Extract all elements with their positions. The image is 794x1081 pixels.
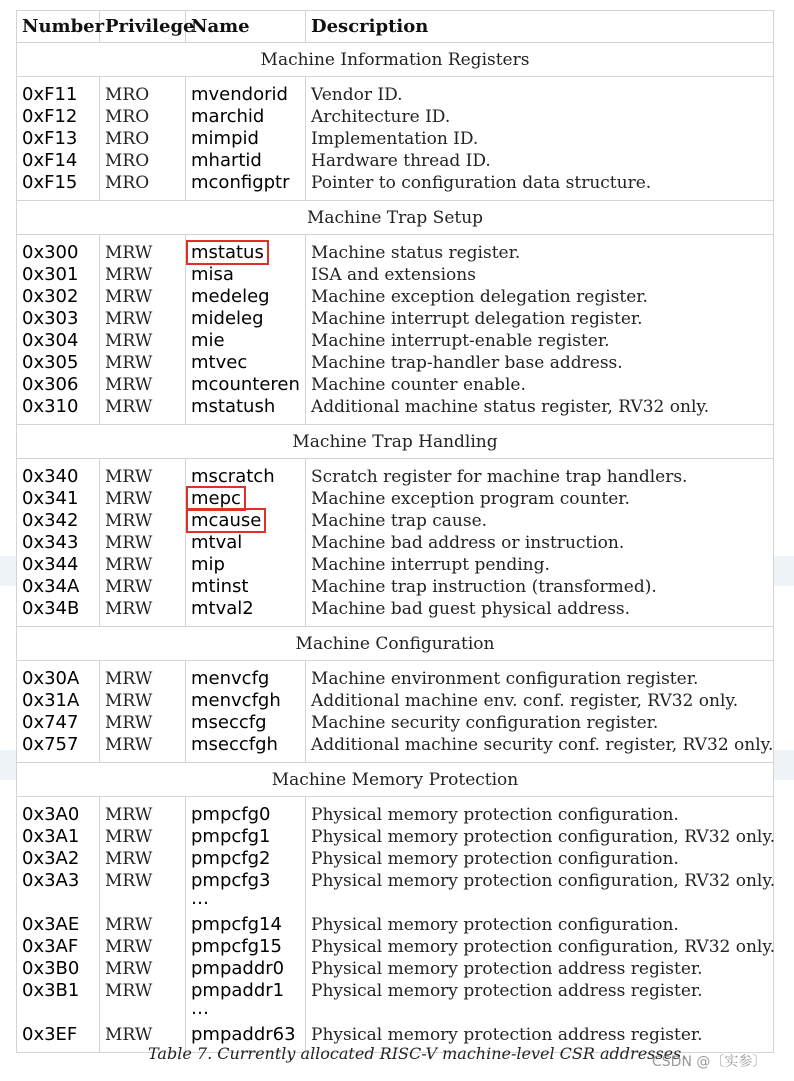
csr-privilege: MRO xyxy=(100,106,186,128)
csr-privilege: MRW xyxy=(100,804,186,826)
csr-description: Scratch register for machine trap handlers. xyxy=(306,466,774,488)
table-row xyxy=(17,308,774,330)
section-title: Machine Configuration xyxy=(17,627,774,661)
csr-name: menvcfgh xyxy=(186,690,306,712)
table-row xyxy=(17,668,774,690)
csr-number: 0x3AF xyxy=(17,936,100,958)
csr-name: marchid xyxy=(186,106,306,128)
csr-privilege: MRW xyxy=(100,466,186,488)
table-row xyxy=(17,396,774,418)
csr-privilege: MRO xyxy=(100,84,186,106)
csr-name: mtvec xyxy=(186,352,306,374)
csr-description: Machine trap-handler base address. xyxy=(306,352,774,374)
table-row xyxy=(17,172,774,194)
table-row xyxy=(17,554,774,576)
section-spacer xyxy=(17,661,774,669)
csr-number: 0x305 xyxy=(17,352,100,374)
csr-number: 0x30A xyxy=(17,668,100,690)
csr-privilege: MRO xyxy=(100,128,186,150)
csr-number: 0x302 xyxy=(17,286,100,308)
csr-privilege: MRW xyxy=(100,510,186,532)
csr-name: pmpcfg0 xyxy=(186,804,306,826)
table-row xyxy=(17,936,774,958)
table-row xyxy=(17,532,774,554)
csr-name xyxy=(186,488,306,510)
csr-privilege: MRW xyxy=(100,690,186,712)
table-row xyxy=(17,914,774,936)
csr-name xyxy=(186,242,306,264)
csr-number: 0x3B0 xyxy=(17,958,100,980)
csr-description: Machine trap cause. xyxy=(306,510,774,532)
csr-privilege: MRW xyxy=(100,826,186,848)
csr-description: Vendor ID. xyxy=(306,84,774,106)
section-spacer xyxy=(17,77,774,85)
csr-name: mcounteren xyxy=(186,374,306,396)
csr-name: pmpaddr1 xyxy=(186,980,306,1002)
csr-name: mvendorid xyxy=(186,84,306,106)
csr-number: 0x342 xyxy=(17,510,100,532)
csr-privilege: MRW xyxy=(100,576,186,598)
csr-number: 0x34B xyxy=(17,598,100,620)
table-row xyxy=(17,804,774,826)
table-row xyxy=(17,84,774,106)
csr-name: pmpcfg2 xyxy=(186,848,306,870)
csr-privilege: MRW xyxy=(100,488,186,510)
csr-number: 0x340 xyxy=(17,466,100,488)
table-row xyxy=(17,106,774,128)
table-row xyxy=(17,958,774,980)
csr-privilege: MRW xyxy=(100,352,186,374)
csr-name: pmpcfg1 xyxy=(186,826,306,848)
csr-name: mconfigptr xyxy=(186,172,306,194)
csr-number: 0x757 xyxy=(17,734,100,756)
csr-number: 0xF12 xyxy=(17,106,100,128)
csr-description: Machine interrupt delegation register. xyxy=(306,308,774,330)
csr-description: Machine interrupt pending. xyxy=(306,554,774,576)
csr-description: Physical memory protection configuration. xyxy=(306,848,774,870)
header-row xyxy=(17,11,774,43)
csr-number: 0xF14 xyxy=(17,150,100,172)
csr-description: Implementation ID. xyxy=(306,128,774,150)
section-header xyxy=(17,763,774,797)
section-title: Machine Memory Protection xyxy=(17,763,774,797)
csr-privilege: MRW xyxy=(100,264,186,286)
header-name: Name xyxy=(186,11,306,43)
csr-description: Physical memory protection configuration, RV32 only. xyxy=(306,870,774,892)
csr-number: 0x3A2 xyxy=(17,848,100,870)
csr-privilege: MRW xyxy=(100,848,186,870)
header-number: Number xyxy=(17,11,100,43)
csr-number: 0x3A3 xyxy=(17,870,100,892)
csr-name: misa xyxy=(186,264,306,286)
csr-number: 0x3EF xyxy=(17,1024,100,1046)
csr-description: Pointer to configuration data structure. xyxy=(306,172,774,194)
csr-privilege: MRW xyxy=(100,712,186,734)
csr-number: 0x304 xyxy=(17,330,100,352)
csr-name: mtval xyxy=(186,532,306,554)
csr-number: 0xF15 xyxy=(17,172,100,194)
table-row xyxy=(17,1024,774,1046)
csr-privilege: MRW xyxy=(100,396,186,418)
header-description: Description xyxy=(306,11,774,43)
table-row xyxy=(17,870,774,892)
section-title: Machine Trap Handling xyxy=(17,425,774,459)
table-row xyxy=(17,374,774,396)
csr-privilege: MRW xyxy=(100,936,186,958)
table-body xyxy=(17,43,774,1053)
table-row xyxy=(17,466,774,488)
table-row xyxy=(17,576,774,598)
csr-name: mseccfg xyxy=(186,712,306,734)
csr-number: 0xF13 xyxy=(17,128,100,150)
csr-number: 0x344 xyxy=(17,554,100,576)
csr-description: Additional machine status register, RV32 only. xyxy=(306,396,774,418)
csr-name: medeleg xyxy=(186,286,306,308)
csr-name: mseccfgh xyxy=(186,734,306,756)
csr-privilege: MRW xyxy=(100,1024,186,1046)
csr-number: 0x747 xyxy=(17,712,100,734)
table-row xyxy=(17,128,774,150)
csr-privilege: MRW xyxy=(100,532,186,554)
csr-name: mip xyxy=(186,554,306,576)
csr-description: Physical memory protection address register. xyxy=(306,958,774,980)
csr-description: Additional machine security conf. register, RV32 only. xyxy=(306,734,774,756)
csr-name: pmpaddr63 xyxy=(186,1024,306,1046)
csr-name: menvcfg xyxy=(186,668,306,690)
csr-description: Machine security configuration register. xyxy=(306,712,774,734)
csr-privilege: MRW xyxy=(100,286,186,308)
section-spacer xyxy=(17,235,774,243)
csr-description: Machine bad guest physical address. xyxy=(306,598,774,620)
csr-privilege: MRW xyxy=(100,598,186,620)
csr-privilege: MRW xyxy=(100,330,186,352)
ellipsis: … xyxy=(186,892,306,914)
table-caption: Table 7. Currently allocated RISC-V machine-level CSR addresses. xyxy=(148,1044,687,1063)
csr-name xyxy=(186,510,306,532)
csr-description: Machine counter enable. xyxy=(306,374,774,396)
csr-description: Machine environment configuration register. xyxy=(306,668,774,690)
section-header xyxy=(17,627,774,661)
csr-description: Architecture ID. xyxy=(306,106,774,128)
csr-name: pmpcfg3 xyxy=(186,870,306,892)
csr-description: Physical memory protection configuration. xyxy=(306,914,774,936)
csr-number: 0xF11 xyxy=(17,84,100,106)
table-row xyxy=(17,848,774,870)
csr-privilege: MRW xyxy=(100,958,186,980)
table-row xyxy=(17,150,774,172)
section-spacer xyxy=(17,797,774,805)
csr-name: mideleg xyxy=(186,308,306,330)
csr-description: ISA and extensions xyxy=(306,264,774,286)
csr-privilege: MRW xyxy=(100,554,186,576)
csr-number: 0x303 xyxy=(17,308,100,330)
csr-description: Additional machine env. conf. register, RV32 only. xyxy=(306,690,774,712)
section-header xyxy=(17,425,774,459)
section-header xyxy=(17,201,774,235)
csr-name: mstatush xyxy=(186,396,306,418)
csr-name: mhartid xyxy=(186,150,306,172)
csr-name: mie xyxy=(186,330,306,352)
csr-description: Machine exception delegation register. xyxy=(306,286,774,308)
csr-number: 0x34A xyxy=(17,576,100,598)
csr-number: 0x31A xyxy=(17,690,100,712)
csr-number: 0x3AE xyxy=(17,914,100,936)
csr-privilege: MRO xyxy=(100,172,186,194)
csr-name: mtinst xyxy=(186,576,306,598)
table-row xyxy=(17,598,774,620)
table-row xyxy=(17,980,774,1002)
csr-privilege: MRW xyxy=(100,374,186,396)
csr-number: 0x3A0 xyxy=(17,804,100,826)
highlight-box: mcause xyxy=(186,508,266,533)
table-row xyxy=(17,330,774,352)
csr-number: 0x3B1 xyxy=(17,980,100,1002)
csr-description: Machine interrupt-enable register. xyxy=(306,330,774,352)
csr-description: Physical memory protection address register. xyxy=(306,1024,774,1046)
section-header xyxy=(17,43,774,77)
csr-description: Physical memory protection configuration, RV32 only. xyxy=(306,936,774,958)
csr-number: 0x301 xyxy=(17,264,100,286)
csr-description: Machine trap instruction (transformed). xyxy=(306,576,774,598)
csr-name: pmpaddr0 xyxy=(186,958,306,980)
csr-number: 0x306 xyxy=(17,374,100,396)
csr-description: Machine exception program counter. xyxy=(306,488,774,510)
section-title: Machine Information Registers xyxy=(17,43,774,77)
csr-number: 0x341 xyxy=(17,488,100,510)
section-title: Machine Trap Setup xyxy=(17,201,774,235)
csr-number: 0x3A1 xyxy=(17,826,100,848)
table-row xyxy=(17,712,774,734)
ellipsis: … xyxy=(186,1002,306,1024)
header-privilege: Privilege xyxy=(100,11,186,43)
ellipsis-row xyxy=(17,1002,774,1024)
csr-privilege: MRW xyxy=(100,668,186,690)
table-row xyxy=(17,826,774,848)
table-row xyxy=(17,264,774,286)
table-row xyxy=(17,242,774,264)
csr-name: pmpcfg14 xyxy=(186,914,306,936)
table-row xyxy=(17,734,774,756)
csr-name: mimpid xyxy=(186,128,306,150)
csr-description: Physical memory protection configuration. xyxy=(306,804,774,826)
section-spacer xyxy=(17,459,774,467)
csr-description: Machine bad address or instruction. xyxy=(306,532,774,554)
csr-name: mtval2 xyxy=(186,598,306,620)
csr-number: 0x300 xyxy=(17,242,100,264)
highlight-box: mepc xyxy=(186,486,246,511)
csr-privilege: MRW xyxy=(100,734,186,756)
csr-table xyxy=(16,10,774,1053)
table-row xyxy=(17,488,774,510)
csr-description: Physical memory protection configuration, RV32 only. xyxy=(306,826,774,848)
csr-privilege: MRW xyxy=(100,242,186,264)
csr-description: Machine status register. xyxy=(306,242,774,264)
highlight-box: mstatus xyxy=(186,240,269,265)
csr-privilege: MRW xyxy=(100,980,186,1002)
csr-description: Hardware thread ID. xyxy=(306,150,774,172)
csr-name: pmpcfg15 xyxy=(186,936,306,958)
csr-privilege: MRW xyxy=(100,308,186,330)
csr-name: mscratch xyxy=(186,466,306,488)
table-row xyxy=(17,690,774,712)
csr-number: 0x343 xyxy=(17,532,100,554)
ellipsis-row xyxy=(17,892,774,914)
csr-privilege: MRW xyxy=(100,870,186,892)
table-row xyxy=(17,286,774,308)
watermark: CSDN @〔实参〕 xyxy=(652,1054,767,1070)
csr-privilege: MRO xyxy=(100,150,186,172)
csr-privilege: MRW xyxy=(100,914,186,936)
table-row xyxy=(17,352,774,374)
csr-description: Physical memory protection address register. xyxy=(306,980,774,1002)
csr-number: 0x310 xyxy=(17,396,100,418)
table-row xyxy=(17,510,774,532)
